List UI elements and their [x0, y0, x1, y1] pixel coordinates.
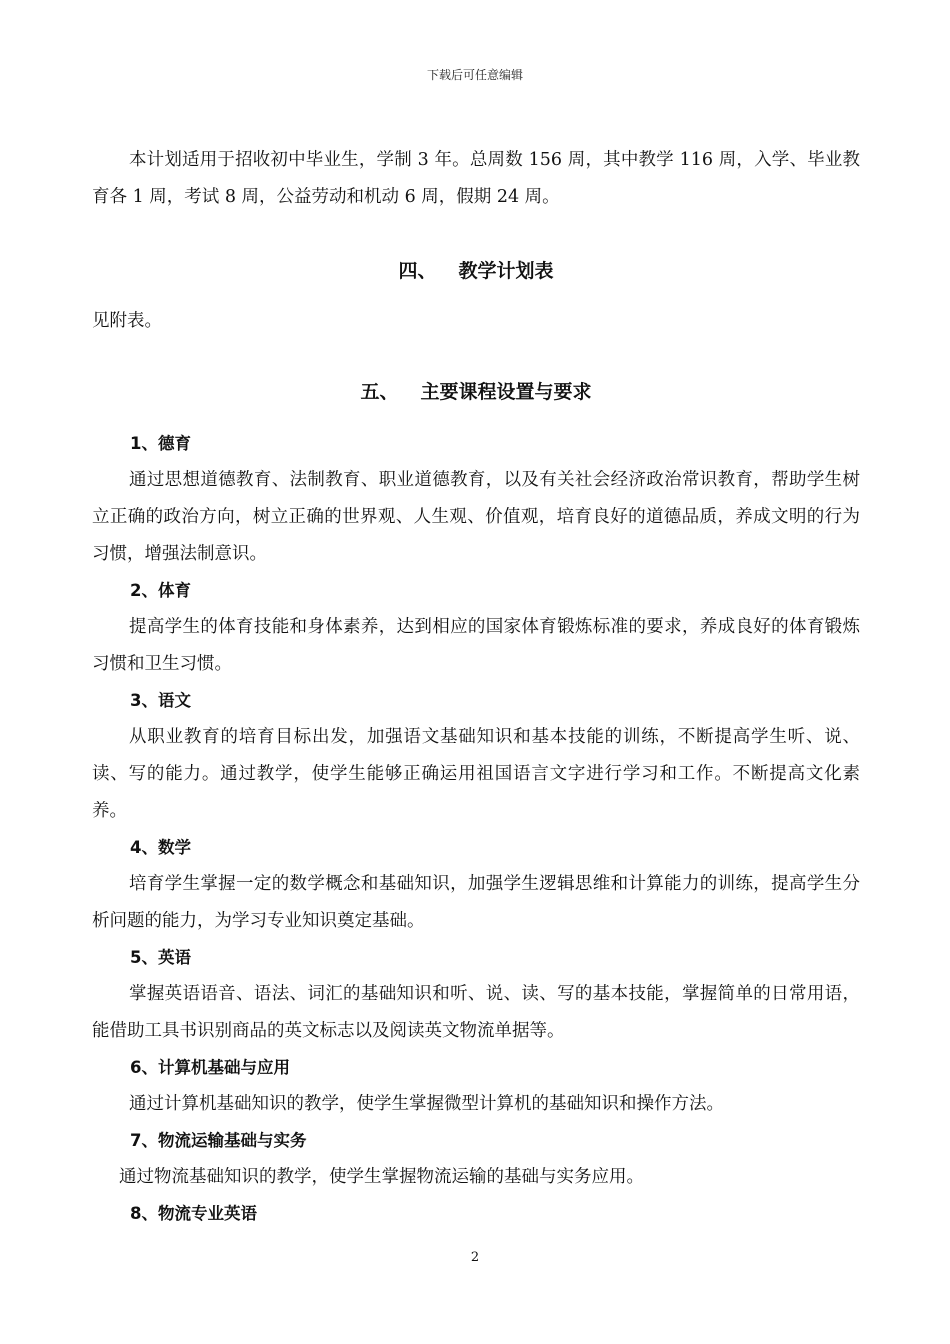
page-number: 2: [470, 1250, 480, 1265]
section-5-title-text: 主要课程设置与要求: [420, 381, 592, 403]
course-heading-moral: 1、德育: [130, 434, 191, 453]
course-body-moral: 通过思想道德教育、法制教育、职业道德教育，以及有关社会经济政治常识教育，帮助学生树立正确的政治方向，树立正确的世界观、人生观、价值观，培育良好的道德品质，养成文明的行为习惯，增强法制意识。: [92, 470, 860, 564]
section-4-number: 四、: [398, 260, 437, 282]
section-5-number: 五、: [360, 381, 399, 403]
section-4-body: 见附表。: [92, 311, 162, 331]
page-header: 下载后可任意编辑: [426, 68, 523, 82]
section-4-title: [92, 256, 860, 283]
course-heading-logistics-transport: 7、物流运输基础与实务: [130, 1131, 307, 1150]
course-body-logistics-transport: 通过物流基础知识的教学，使学生掌握物流运输的基础与实务应用。: [119, 1167, 644, 1187]
course-body-math: 培育学生掌握一定的数学概念和基础知识，加强学生逻辑思维和计算能力的训练，提高学生分析问题的能力，为学习专业知识奠定基础。: [92, 874, 860, 931]
course-heading-chinese: 3、语文: [130, 691, 191, 710]
course-heading-logistics-english: 8、物流专业英语: [130, 1204, 257, 1223]
section-5-title: [92, 377, 860, 404]
section-4-title-text: 教学计划表: [458, 260, 554, 282]
course-body-pe: 提高学生的体育技能和身体素养，达到相应的国家体育锻炼标准的要求，养成良好的体育锻炼习惯和卫生习惯。: [92, 617, 860, 674]
course-heading-pe: 2、体育: [130, 581, 191, 600]
course-heading-math: 4、数学: [130, 838, 191, 857]
course-heading-english: 5、英语: [130, 948, 191, 967]
course-body-computer: 通过计算机基础知识的教学，使学生掌握微型计算机的基础知识和操作方法。: [129, 1094, 724, 1114]
document-body: [92, 142, 860, 1232]
course-heading-computer: 6、计算机基础与应用: [130, 1058, 290, 1077]
intro-paragraph: 本计划适用于招收初中毕业生，学制 3 年。总周数 156 周，其中教学 116 周，入学、毕业教育各 1 周，考试 8 周，公益劳动和机动 6 周，假期 24 周。: [92, 150, 860, 207]
course-body-english: 掌握英语语音、语法、词汇的基础知识和听、说、读、写的基本技能，掌握简单的日常用语，能借助工具书识别商品的英文标志以及阅读英文物流单据等。: [92, 984, 860, 1041]
course-body-chinese: 从职业教育的培育目标出发，加强语文基础知识和基本技能的训练，不断提高学生听、说、读、写的能力。通过教学，使学生能够正确运用祖国语言文字进行学习和工作。不断提高文化素养。: [92, 727, 860, 821]
